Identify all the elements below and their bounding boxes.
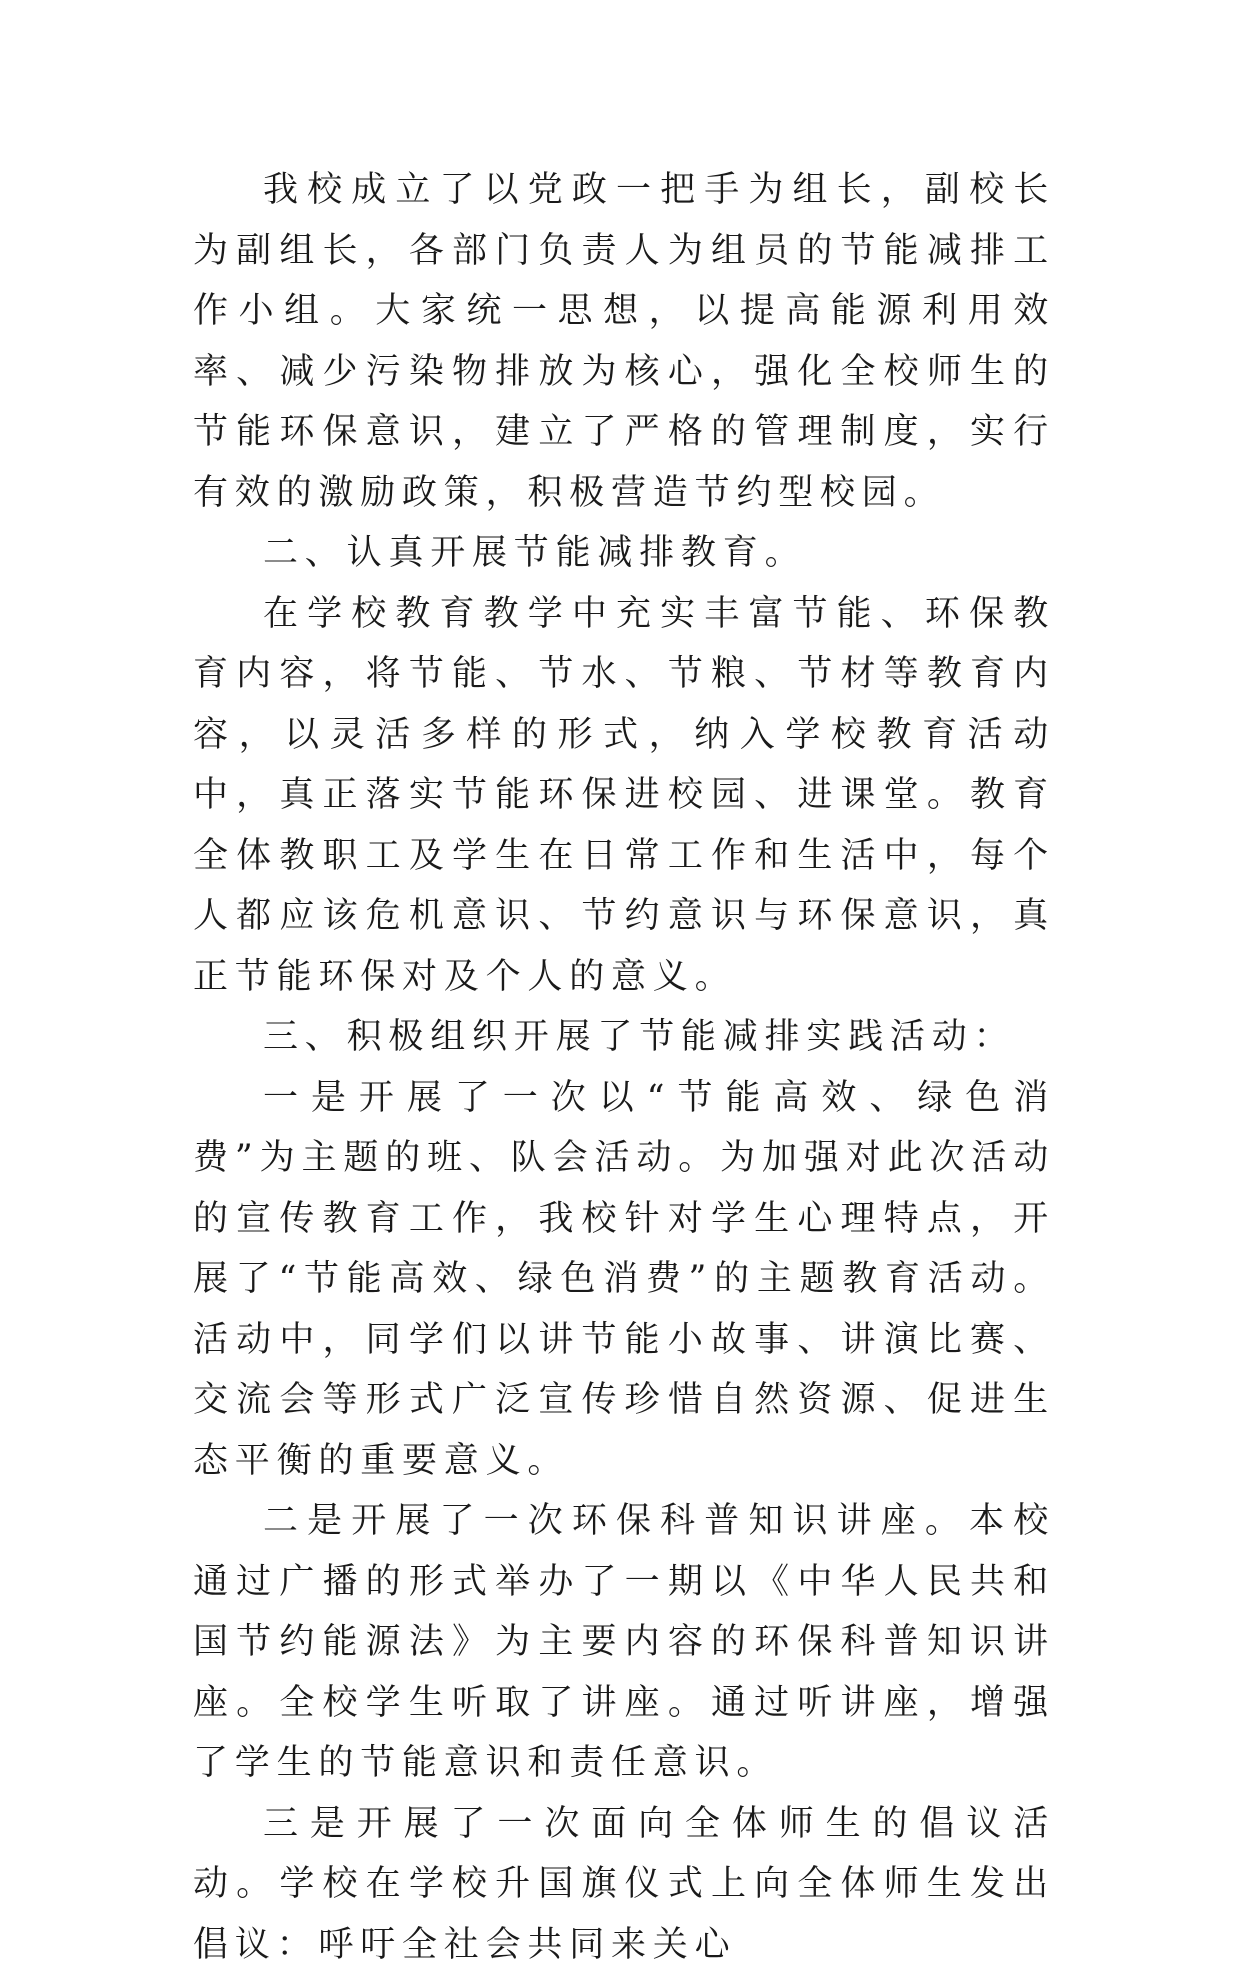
paragraph-leadership-group: 我校成立了以党政一把手为组长，副校长为副组长，各部门负责人为组员的节能减排工作小组。大家统一思想，以提高能源利用效率、减少污染物排放为核心，强化全校师生的节能环保意识，建立了严格的管理制度，实行有效的激励政策，积极营造节约型校园。 [193, 160, 1055, 523]
heading-practice-activities: 三、积极组织开展了节能减排实践活动： [193, 1007, 1055, 1068]
paragraph-activity-two: 二是开展了一次环保科普知识讲座。本校通过广播的形式举办了一期以《中华人民共和国节约能源法》为主要内容的环保科普知识讲座。全校学生听取了讲座。通过听讲座，增强了学生的节能意识和责任意识。 [193, 1491, 1055, 1794]
document-body [193, 160, 1055, 1975]
heading-education: 二、认真开展节能减排教育。 [193, 523, 1055, 584]
paragraph-education: 在学校教育教学中充实丰富节能、环保教育内容，将节能、节水、节粮、节材等教育内容，以灵活多样的形式，纳入学校教育活动中，真正落实节能环保进校园、进课堂。教育全体教职工及学生在日常工作和生活中，每个人都应该危机意识、节约意识与环保意识，真正节能环保对及个人的意义。 [193, 584, 1055, 1008]
paragraph-activity-one: 一是开展了一次以“节能高效、绿色消费”为主题的班、队会活动。为加强对此次活动的宣传教育工作，我校针对学生心理特点，开展了“节能高效、绿色消费”的主题教育活动。活动中，同学们以讲节能小故事、讲演比赛、交流会等形式广泛宣传珍惜自然资源、促进生态平衡的重要意义。 [193, 1068, 1055, 1492]
paragraph-activity-three: 三是开展了一次面向全体师生的倡议活动。学校在学校升国旗仪式上向全体师生发出倡议：呼吁全社会共同来关心 [193, 1794, 1055, 1975]
